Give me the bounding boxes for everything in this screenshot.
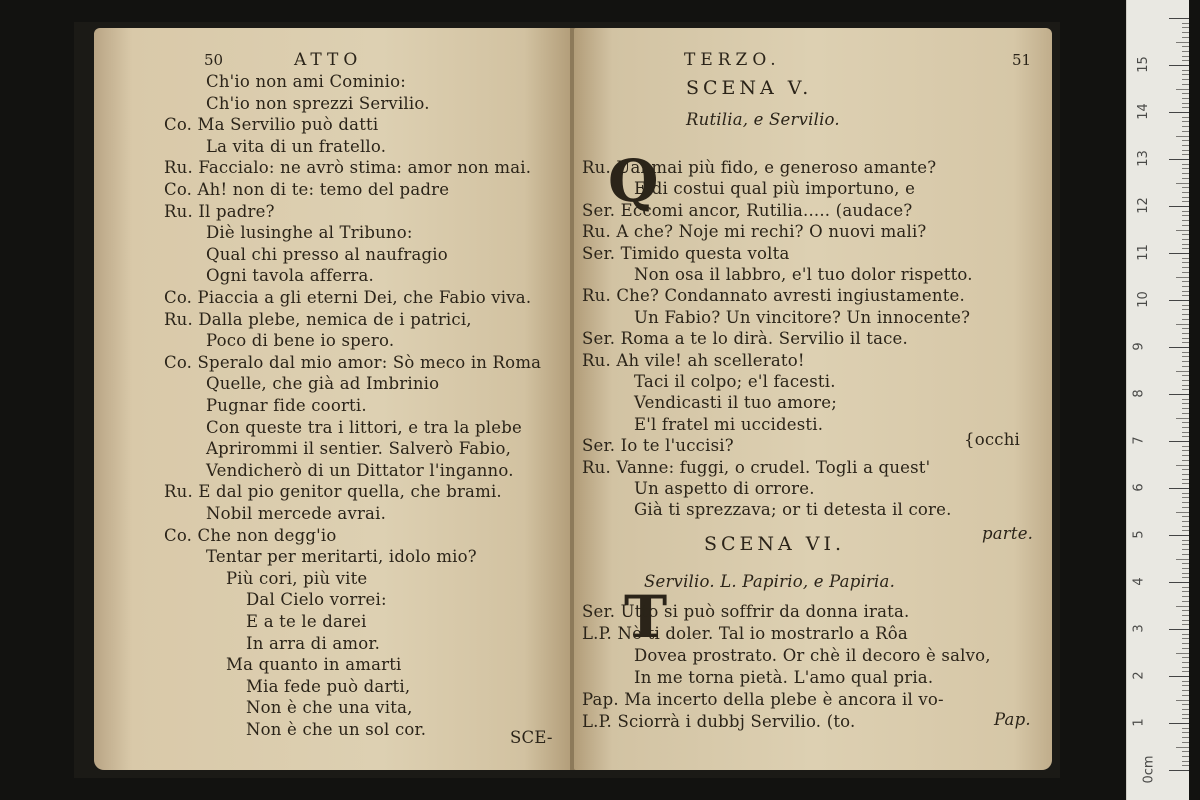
text-line: L.P. Sciorrà i dubbj Servilio. (to. (582, 712, 856, 731)
ruler-tick (1182, 732, 1189, 733)
ruler-label: 7 (1131, 436, 1147, 445)
ruler-tick (1182, 258, 1189, 259)
ruler-tick (1182, 328, 1189, 329)
ruler-tick (1182, 267, 1189, 268)
ruler-tick (1182, 549, 1189, 550)
ruler-tick (1182, 728, 1189, 729)
text-line: Ru. Faccialo: ne avrò stima: amor non mai. (164, 158, 532, 178)
ruler-tick (1169, 300, 1189, 301)
ruler-tick (1176, 653, 1189, 654)
ruler-tick (1182, 493, 1189, 494)
text-line: Già ti sprezzava; or ti detesta il core. (634, 500, 952, 520)
ruler-tick (1182, 737, 1189, 738)
ruler-label: 1 (1131, 718, 1147, 727)
ruler-tick (1182, 643, 1189, 644)
ruler-tick (1182, 638, 1189, 639)
ruler-tick (1176, 277, 1189, 278)
right-page (574, 28, 1052, 770)
text-line: Pugnar fide coorti. (206, 396, 367, 415)
ruler-tick (1182, 93, 1189, 94)
ruler-tick (1182, 765, 1189, 766)
text-line: Non è che una vita, (246, 698, 413, 718)
text-line: Ru. Ah vile! ah scellerato! (582, 350, 805, 370)
ruler-tick (1176, 230, 1189, 231)
ruler-tick (1182, 690, 1189, 691)
ruler-tick (1182, 187, 1189, 188)
running-header-left: ATTO (294, 50, 363, 70)
ruler-tick (1182, 225, 1189, 226)
ruler-tick (1182, 695, 1189, 696)
text-line: Co. Speralo dal mio amor: Sò meco in Roma (164, 352, 542, 372)
ruler-tick (1182, 516, 1189, 517)
ruler-tick (1182, 657, 1189, 658)
text-line: La vita di un fratello. (206, 136, 387, 156)
ruler-tick (1182, 540, 1189, 541)
ruler-tick (1182, 145, 1189, 146)
ruler-tick (1182, 60, 1189, 61)
text-line: Ser. Io te l'uccisi? (582, 436, 734, 456)
ruler-tick (1182, 51, 1189, 52)
text-line: Co. Ah! non di te: temo del padre (164, 180, 450, 199)
ruler-tick (1182, 366, 1189, 367)
ruler-tick (1182, 662, 1189, 663)
ruler-tick (1182, 352, 1189, 353)
text-line: Poco di bene io spero. (206, 331, 395, 351)
ruler-tick (1182, 460, 1189, 461)
ruler-tick (1182, 234, 1189, 235)
text-line: E'l fratel mi uccidesti. (634, 414, 824, 434)
ruler-tick (1182, 154, 1189, 155)
text-line: Ma quanto in amarti (226, 655, 402, 675)
text-line: L.P. Nò ti doler. Tal io mostrarlo a Rôa (582, 624, 908, 643)
ruler-tick (1182, 507, 1189, 508)
ruler-tick (1182, 714, 1189, 715)
ruler-tick (1182, 248, 1189, 249)
ruler-tick (1182, 272, 1189, 273)
ruler-tick (1182, 624, 1189, 625)
text-line: Ru. Che? Condannato avresti ingiustamente. (582, 286, 965, 306)
text-line: Mia fede può darti, (246, 676, 411, 696)
open-book (74, 22, 1060, 778)
ruler-tick (1182, 220, 1189, 221)
text-line: Dal Cielo vorrei: (246, 590, 387, 610)
text-line: Con queste tra i littori, e tra la plebe (206, 417, 522, 437)
ruler-tick (1182, 610, 1189, 611)
ruler-tick (1182, 295, 1189, 296)
ruler-tick (1169, 347, 1189, 348)
text-line: Ch'io non sprezzi Servilio. (206, 93, 430, 113)
ruler-tick (1182, 399, 1189, 400)
ruler-tick (1182, 361, 1189, 362)
ruler-tick (1169, 723, 1189, 724)
ruler-tick (1182, 168, 1189, 169)
ruler-tick (1182, 356, 1189, 357)
ruler-tick (1182, 436, 1189, 437)
ruler-tick (1182, 178, 1189, 179)
ruler-tick (1182, 84, 1189, 85)
ruler-tick (1182, 587, 1189, 588)
text-line: Ser. Eccomi ancor, Rutilia..... (audace? (582, 200, 913, 220)
ruler-tick (1182, 380, 1189, 381)
text-line: Ser. Utto si può soffrir da donna irata. (582, 602, 910, 621)
text-line: In arra di amor. (246, 633, 381, 653)
ruler-label: 8 (1131, 389, 1147, 398)
ruler-tick (1182, 314, 1189, 315)
ruler-tick (1182, 107, 1189, 108)
text-line: Ru. E dal pio genitor quella, che brami. (164, 482, 502, 502)
ruler-tick (1182, 338, 1189, 339)
ruler-label: 2 (1131, 671, 1147, 680)
ruler-tick (1182, 502, 1189, 503)
ruler-label: 12 (1135, 197, 1151, 214)
ruler-tick (1182, 446, 1189, 447)
ruler-tick (1182, 704, 1189, 705)
ruler-label: 5 (1131, 530, 1147, 539)
ruler-tick (1169, 488, 1189, 489)
ruler-tick (1182, 530, 1189, 531)
ruler-tick (1182, 455, 1189, 456)
measurement-ruler (1126, 0, 1189, 800)
ruler-tick (1182, 164, 1189, 165)
ruler-tick (1182, 37, 1189, 38)
ruler-tick (1182, 385, 1189, 386)
ruler-tick (1176, 89, 1189, 90)
ruler-tick (1182, 23, 1189, 24)
ruler-tick (1182, 483, 1189, 484)
ruler-tick (1182, 150, 1189, 151)
ruler-tick (1182, 681, 1189, 682)
ruler-tick (1182, 262, 1189, 263)
text-line: In me torna pietà. L'amo qual pria. (634, 668, 934, 687)
page-number-right: 51 (1012, 51, 1032, 69)
ruler-tick (1182, 98, 1189, 99)
ruler-label: 9 (1131, 342, 1147, 351)
ruler-label: 11 (1135, 244, 1151, 261)
ruler-tick (1182, 469, 1189, 470)
ruler-tick (1182, 742, 1189, 743)
ruler-tick (1176, 42, 1189, 43)
ruler-tick (1182, 634, 1189, 635)
ruler-tick (1169, 206, 1189, 207)
ruler-tick (1169, 770, 1189, 771)
ruler-tick (1169, 159, 1189, 160)
ruler-tick (1182, 718, 1189, 719)
text-line: Quelle, che già ad Imbrinio (206, 374, 440, 394)
ruler-tick (1182, 291, 1189, 292)
ruler-tick (1182, 121, 1189, 122)
ruler-tick (1182, 521, 1189, 522)
ruler-label: 3 (1131, 624, 1147, 633)
text-line: E a te le darei (246, 612, 367, 631)
scene-vi-characters: Servilio. L. Papirio, e Papiria. (644, 572, 896, 591)
ruler-tick (1182, 117, 1189, 118)
ruler-tick (1182, 319, 1189, 320)
ruler-tick (1182, 601, 1189, 602)
ruler-tick (1182, 56, 1189, 57)
text-line: Ru. Vanne: fuggi, o crudel. Togli a quest' (582, 457, 931, 477)
ruler-label: 10 (1135, 291, 1151, 308)
ruler-label: 6 (1131, 483, 1147, 492)
ruler-tick (1176, 418, 1189, 419)
scene-v-characters: Rutilia, e Servilio. (686, 110, 840, 129)
text-line: Pap. Ma incerto della plebe è ancora il vo- (582, 690, 944, 709)
ruler-tick (1182, 432, 1189, 433)
ruler-tick (1176, 324, 1189, 325)
ruler-tick (1176, 136, 1189, 137)
ruler-tick (1169, 253, 1189, 254)
ruler-tick (1182, 577, 1189, 578)
text-line: Non osa il labbro, e'l tuo dolor rispetto. (634, 265, 973, 284)
ruler-tick (1182, 450, 1189, 451)
catchword-right: Pap. (994, 710, 1031, 729)
ruler-tick (1182, 286, 1189, 287)
text-line: Ru. A che? Noje mi rechi? O nuovi mali? (582, 222, 927, 242)
ruler-tick (1182, 126, 1189, 127)
ruler-tick (1182, 497, 1189, 498)
ruler-tick (1182, 215, 1189, 216)
ruler-tick (1169, 441, 1189, 442)
text-line: Ogni tavola afferra. (206, 266, 374, 286)
ruler-tick (1182, 474, 1189, 475)
text-line: Vendicherò di un Dittator l'inganno. (206, 460, 514, 480)
ruler-tick (1182, 103, 1189, 104)
ruler-tick (1176, 747, 1189, 748)
ruler-tick (1182, 413, 1189, 414)
ruler-tick (1182, 563, 1189, 564)
ruler-tick (1182, 74, 1189, 75)
ruler-tick (1182, 211, 1189, 212)
text-line: Taci il colpo; e'l facesti. (634, 372, 836, 391)
scene-vi-title: SCENA VI. (704, 533, 846, 555)
ruler-tick (1182, 756, 1189, 757)
exit-note-parte: parte. (982, 524, 1034, 543)
scene-v-title: SCENA V. (686, 77, 813, 99)
ruler-tick (1182, 239, 1189, 240)
ruler-tick (1182, 79, 1189, 80)
ruler-tick (1182, 761, 1189, 762)
ruler-label: 14 (1135, 103, 1151, 120)
text-line: Ser. Timido questa volta (582, 243, 790, 263)
ruler-tick (1182, 667, 1189, 668)
ruler-tick (1169, 394, 1189, 395)
text-line: Ru. Il padre? (164, 201, 275, 221)
ruler-tick (1182, 192, 1189, 193)
ruler-tick (1182, 244, 1189, 245)
ruler-tick (1182, 648, 1189, 649)
ruler-tick (1182, 305, 1189, 306)
ruler-tick (1169, 112, 1189, 113)
ruler-tick (1182, 671, 1189, 672)
ruler-tick (1182, 333, 1189, 334)
ruler-tick (1182, 281, 1189, 282)
text-line: Co. Ma Servilio può datti (164, 115, 379, 135)
text-line: Co. Piaccia a gli eterni Dei, che Fabio viva. (164, 288, 532, 307)
ruler-tick (1182, 427, 1189, 428)
ruler-tick (1182, 573, 1189, 574)
running-header-right: TERZO. (684, 50, 781, 70)
page-number-left: 50 (204, 51, 224, 69)
ruler-label: 13 (1135, 150, 1151, 167)
ruler-tick (1182, 201, 1189, 202)
ruler-tick (1176, 371, 1189, 372)
text-line: Più cori, più vite (226, 568, 368, 588)
ruler-tick (1182, 27, 1189, 28)
ruler-tick (1182, 309, 1189, 310)
text-line: Co. Che non degg'io (164, 525, 337, 545)
ruler-tick (1182, 596, 1189, 597)
ruler-tick (1182, 375, 1189, 376)
text-line: Un aspetto di orrore. (634, 479, 815, 498)
ruler-tick (1182, 479, 1189, 480)
ruler-tick (1176, 512, 1189, 513)
ruler-tick (1182, 685, 1189, 686)
ruler-label: 0cm (1141, 755, 1157, 784)
ruler-label: 4 (1131, 577, 1147, 586)
text-line: Nobil mercede avrai. (206, 504, 387, 523)
ruler-tick (1182, 342, 1189, 343)
text-line: Diè lusinghe al Tribuno: (206, 223, 413, 243)
ruler-tick (1182, 46, 1189, 47)
marginal-occhi: {occhi (964, 430, 1021, 449)
catchword-left: SCE- (510, 728, 553, 747)
ruler-tick (1182, 751, 1189, 752)
text-line: Un Fabio? Un vincitore? Un innocente? (634, 307, 971, 327)
ruler-tick (1182, 422, 1189, 423)
text-line: Non è che un sol cor. (246, 720, 427, 739)
ruler-tick (1182, 173, 1189, 174)
ruler-tick (1182, 408, 1189, 409)
ruler-tick (1176, 183, 1189, 184)
text-line: Ser. Roma a te lo dirà. Servilio il tace. (582, 329, 908, 349)
ruler-tick (1182, 526, 1189, 527)
ruler-tick (1182, 620, 1189, 621)
ruler-tick (1182, 131, 1189, 132)
text-line: Tentar per meritarti, idolo mio? (206, 547, 477, 567)
ruler-tick (1182, 140, 1189, 141)
ruler-tick (1182, 591, 1189, 592)
text-line: Aprirommi il sentier. Salverò Fabio, (206, 439, 512, 459)
ruler-tick (1182, 197, 1189, 198)
ruler-tick (1182, 389, 1189, 390)
ruler-tick (1169, 535, 1189, 536)
text-line: Ru. Dalla plebe, nemica de i patrici, (164, 309, 472, 329)
ruler-tick (1169, 65, 1189, 66)
dropcap-t: T (624, 583, 668, 651)
ruler-tick (1182, 544, 1189, 545)
ruler-tick (1182, 615, 1189, 616)
text-line: Qual chi presso al naufragio (206, 244, 448, 264)
ruler-tick (1169, 629, 1189, 630)
ruler-tick (1182, 709, 1189, 710)
ruler-label: 15 (1135, 56, 1151, 73)
ruler-tick (1182, 70, 1189, 71)
text-line: E di costui qual più importuno, e (634, 179, 916, 199)
text-line: Vendicasti il tuo amore; (634, 393, 837, 413)
ruler-tick (1169, 676, 1189, 677)
ruler-tick (1176, 465, 1189, 466)
ruler-tick (1176, 559, 1189, 560)
ruler-tick (1182, 568, 1189, 569)
dropcap-q: Q (608, 147, 659, 215)
text-line: Dovea prostrato. Or chè il decoro è salvo, (634, 646, 991, 665)
ruler-tick (1169, 18, 1189, 19)
ruler-tick (1169, 582, 1189, 583)
ruler-tick (1182, 554, 1189, 555)
text-line: Ru. Ual mai più fido, e generoso amante? (582, 158, 937, 177)
left-page (94, 28, 572, 770)
ruler-tick (1176, 700, 1189, 701)
text-line: Ch'io non ami Cominio: (206, 72, 406, 91)
ruler-tick (1176, 606, 1189, 607)
ruler-tick (1182, 32, 1189, 33)
ruler-tick (1182, 403, 1189, 404)
